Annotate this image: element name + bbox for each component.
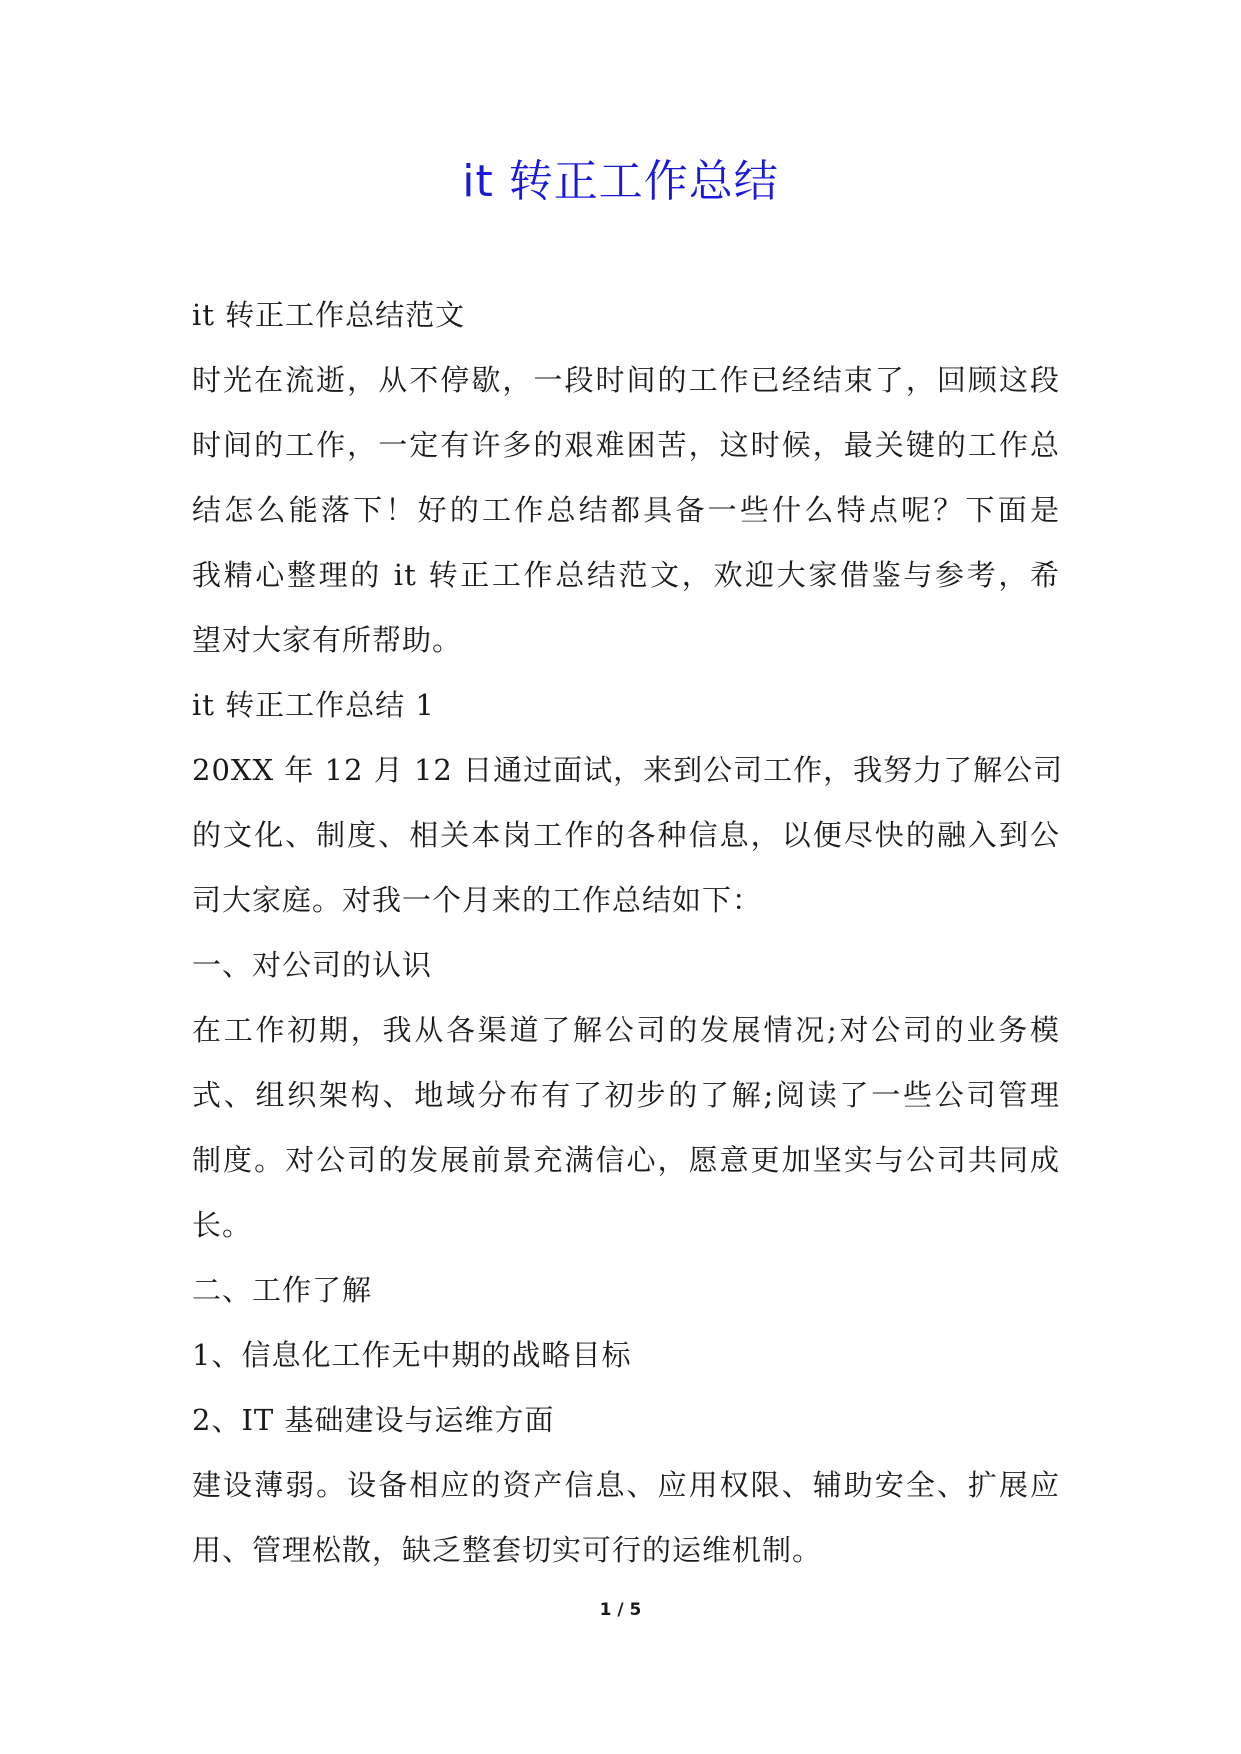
body-line: 20XX 年 12 月 12 日通过面试，来到公司工作，我努力了解公司	[192, 753, 1064, 787]
section-heading: 一、对公司的认识	[192, 948, 433, 982]
body-line: 式、组织架构、地域分布有了初步的了解;阅读了一些公司管理	[192, 1078, 1060, 1112]
body-line: 用、管理松散，缺乏整套切实可行的运维机制。	[192, 1533, 823, 1567]
body-line: 长。	[192, 1208, 253, 1242]
list-item: 2、IT 基础建设与运维方面	[192, 1403, 555, 1437]
body-line: 司大家庭。对我一个月来的工作总结如下：	[192, 883, 763, 917]
document-title: it 转正工作总结	[462, 156, 779, 207]
document-body	[192, 283, 1064, 1583]
body-line: 在工作初期，我从各渠道了解公司的发展情况;对公司的业务模	[192, 1013, 1060, 1047]
body-line: 制度。对公司的发展前景充满信心，愿意更加坚实与公司共同成	[192, 1143, 1060, 1177]
body-line: 结怎么能落下！好的工作总结都具备一些什么特点呢？下面是	[192, 493, 1060, 527]
page-number: 1 / 5	[599, 1600, 642, 1620]
section-heading: it 转正工作总结 1	[192, 688, 435, 722]
section-heading: 二、工作了解	[192, 1273, 373, 1307]
body-line: 我精心整理的 it 转正工作总结范文，欢迎大家借鉴与参考，希	[192, 558, 1060, 592]
body-line: 的文化、制度、相关本岗工作的各种信息，以便尽快的融入到公	[192, 818, 1060, 852]
body-line: 望对大家有所帮助。	[192, 623, 463, 657]
body-line: 时光在流逝，从不停歇，一段时间的工作已经结束了，回顾这段	[192, 363, 1060, 397]
list-item: 1、信息化工作无中期的战略目标	[192, 1338, 632, 1372]
body-line: it 转正工作总结范文	[192, 298, 466, 332]
body-line: 建设薄弱。设备相应的资产信息、应用权限、辅助安全、扩展应	[192, 1468, 1060, 1502]
body-line: 时间的工作，一定有许多的艰难困苦，这时候，最关键的工作总	[192, 428, 1060, 462]
